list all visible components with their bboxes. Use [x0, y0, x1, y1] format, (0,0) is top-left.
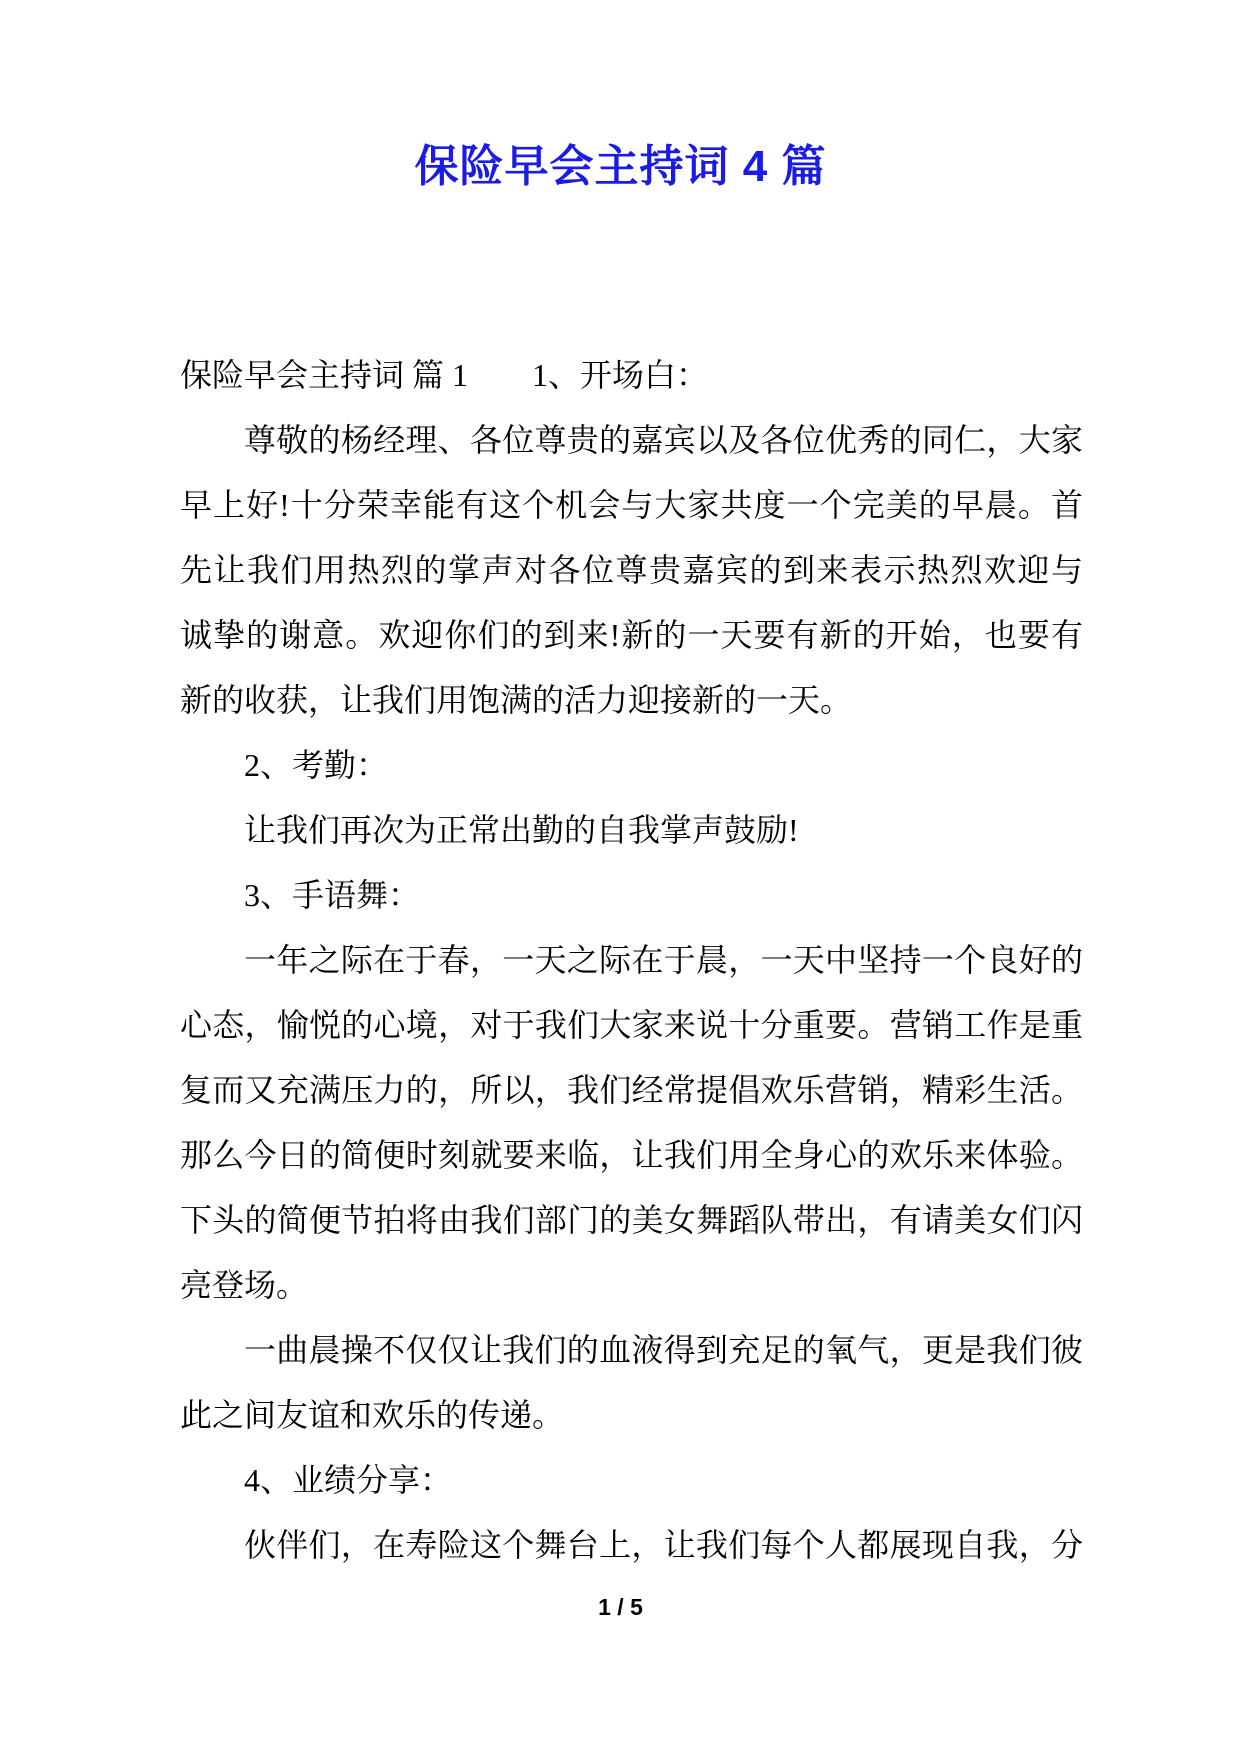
page-number: 1 / 5 — [598, 1594, 643, 1620]
body-line: 尊敬的杨经理、各位尊贵的嘉宾以及各位优秀的同仁，大家 — [244, 421, 1083, 458]
body-line: 下头的简便节拍将由我们部门的美女舞蹈队带出，有请美女们闪 — [180, 1201, 1083, 1238]
body-line: 诚挚的谢意。欢迎你们的到来!新的一天要有新的开始，也要有 — [180, 616, 1083, 653]
body-line: 新的收获，让我们用饱满的活力迎接新的一天。 — [180, 681, 853, 718]
body-line: 那么今日的简便时刻就要来临，让我们用全身心的欢乐来体验。 — [180, 1136, 1083, 1173]
body-line: 一年之际在于春，一天之际在于晨，一天中坚持一个良好的 — [244, 941, 1083, 978]
body-line: 亮登场。 — [180, 1266, 309, 1303]
body-line: 2、考勤： — [244, 746, 389, 783]
body-line: 4、业绩分享： — [244, 1461, 453, 1498]
body-line: 早上好!十分荣幸能有这个机会与大家共度一个完美的早晨。首 — [180, 486, 1083, 523]
body-line: 先让我们用热烈的掌声对各位尊贵嘉宾的到来表示热烈欢迎与 — [180, 551, 1083, 588]
body-line: 心态，愉悦的心境，对于我们大家来说十分重要。营销工作是重 — [180, 1006, 1083, 1043]
body-line: 3、手语舞： — [244, 876, 421, 913]
body-line: 一曲晨操不仅仅让我们的血液得到充足的氧气，更是我们彼 — [244, 1331, 1083, 1368]
page-footer — [0, 1594, 1241, 1621]
body-line: 保险早会主持词 篇 1 1、开场白： — [180, 356, 709, 393]
document-body — [0, 343, 1241, 1578]
document-title: 保险早会主持词 4 篇 — [414, 142, 827, 191]
body-line: 复而又充满压力的，所以，我们经常提倡欢乐营销，精彩生活。 — [180, 1071, 1083, 1108]
body-line: 此之间友谊和欢乐的传递。 — [180, 1396, 565, 1433]
body-line: 伙伴们，在寿险这个舞台上，让我们每个人都展现自我，分 — [244, 1526, 1083, 1563]
body-line: 让我们再次为正常出勤的自我掌声鼓励! — [244, 811, 799, 848]
